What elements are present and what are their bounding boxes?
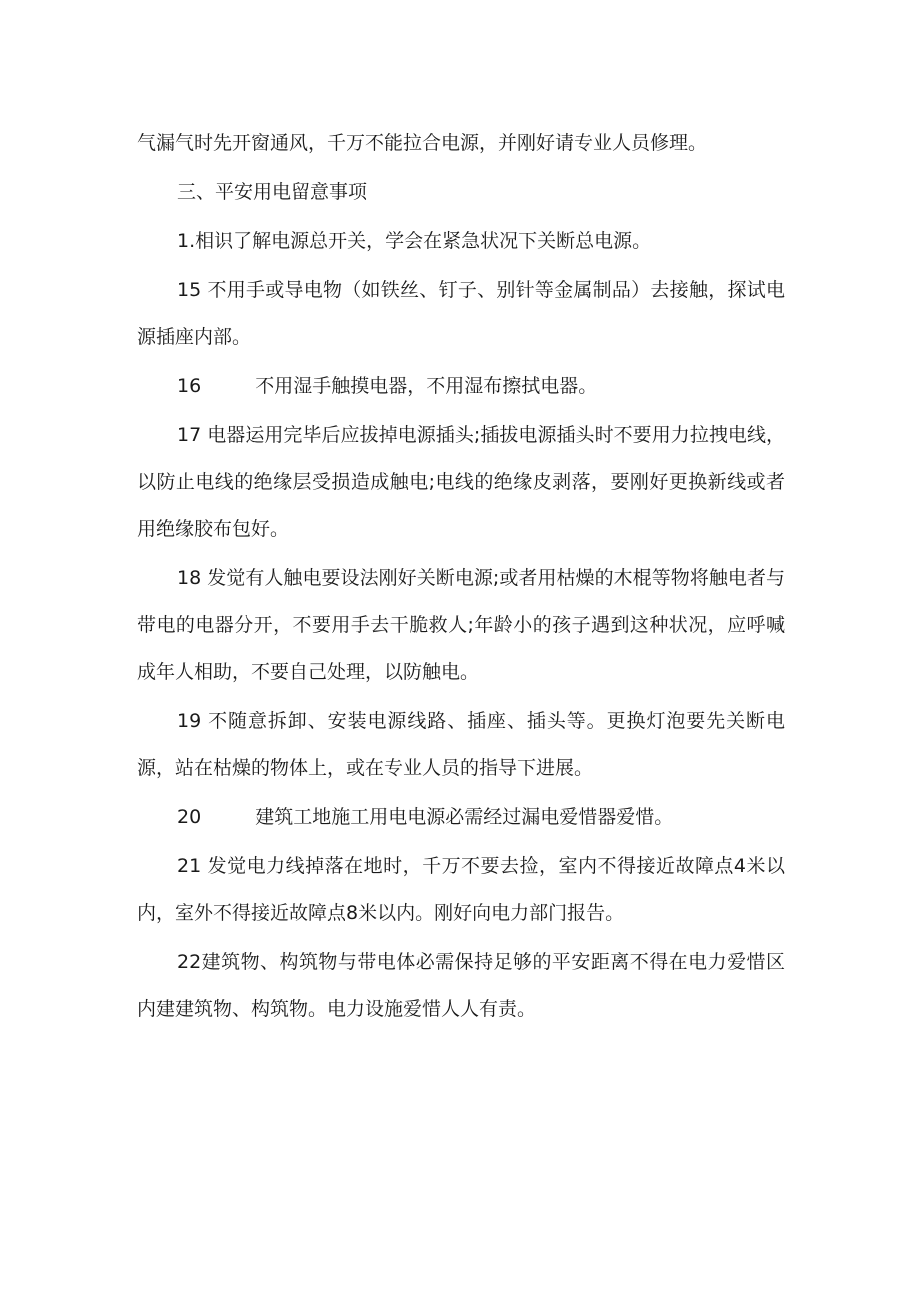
item-number: 19 xyxy=(177,710,202,732)
paragraph-text: 不随意拆卸、安装电源线路、插座、插头等。更换灯泡要先关断电源，站在枯燥的物体上，或在专业人员的指导下进展。 xyxy=(137,710,785,779)
item-number: 15 xyxy=(177,279,202,301)
list-item-17 xyxy=(137,412,785,553)
item-number: 21 xyxy=(177,855,202,877)
paragraph-text: 不用湿手触摸电器，不用湿布擦拭电器。 xyxy=(255,375,598,397)
list-item-1 xyxy=(137,218,785,265)
paragraph-text: 建筑物、构筑物与带电体必需保持足够的平安距离不得在电力爱惜区内建建筑物、构筑物。电力设施爱惜人人有责。 xyxy=(137,951,785,1020)
paragraph-continuation xyxy=(137,120,785,167)
paragraph-text: 发觉电力线掉落在地时，千万不要去捡，室内不得接近故障点4米以内，室外不得接近故障点8米以内。刚好向电力部门报告。 xyxy=(137,855,785,924)
item-number: 22 xyxy=(177,951,202,973)
paragraph-text: 不用手或导电物（如铁丝、钉子、别针等金属制品）去接触，探试电源插座内部。 xyxy=(137,279,785,348)
item-number: 20 xyxy=(177,806,202,828)
list-item-19 xyxy=(137,698,785,792)
item-number: 16 xyxy=(177,375,202,397)
document-body xyxy=(137,120,785,1033)
section-heading xyxy=(137,169,785,216)
item-number: 18 xyxy=(177,567,202,589)
paragraph-text: 发觉有人触电要设法刚好关断电源;或者用枯燥的木棍等物将触电者与带电的电器分开，不要用手去干脆救人;年龄小的孩子遇到这种状况，应呼喊成年人相助，不要自己处理，以防触电。 xyxy=(137,567,785,683)
item-number: 17 xyxy=(177,424,202,446)
paragraph-text: 气漏气时先开窗通风，千万不能拉合电源，并刚好请专业人员修理。 xyxy=(137,132,708,154)
list-item-18 xyxy=(137,555,785,696)
list-item-21 xyxy=(137,843,785,937)
list-item-15 xyxy=(137,267,785,361)
list-item-20 xyxy=(137,794,785,841)
list-item-16 xyxy=(137,363,785,410)
paragraph-text: 电器运用完毕后应拔掉电源插头;插拔电源插头时不要用力拉拽电线，以防止电线的绝缘层受损造成触电;电线的绝缘皮剥落，要刚好更换新线或者用绝缘胶布包好。 xyxy=(137,424,785,540)
paragraph-text: 1.相识了解电源总开关，学会在紧急状况下关断总电源。 xyxy=(177,230,652,252)
section-heading-text: 三、平安用电留意事项 xyxy=(177,181,368,203)
list-item-22 xyxy=(137,939,785,1033)
paragraph-text: 建筑工地施工用电电源必需经过漏电爱惜器爱惜。 xyxy=(255,806,674,828)
